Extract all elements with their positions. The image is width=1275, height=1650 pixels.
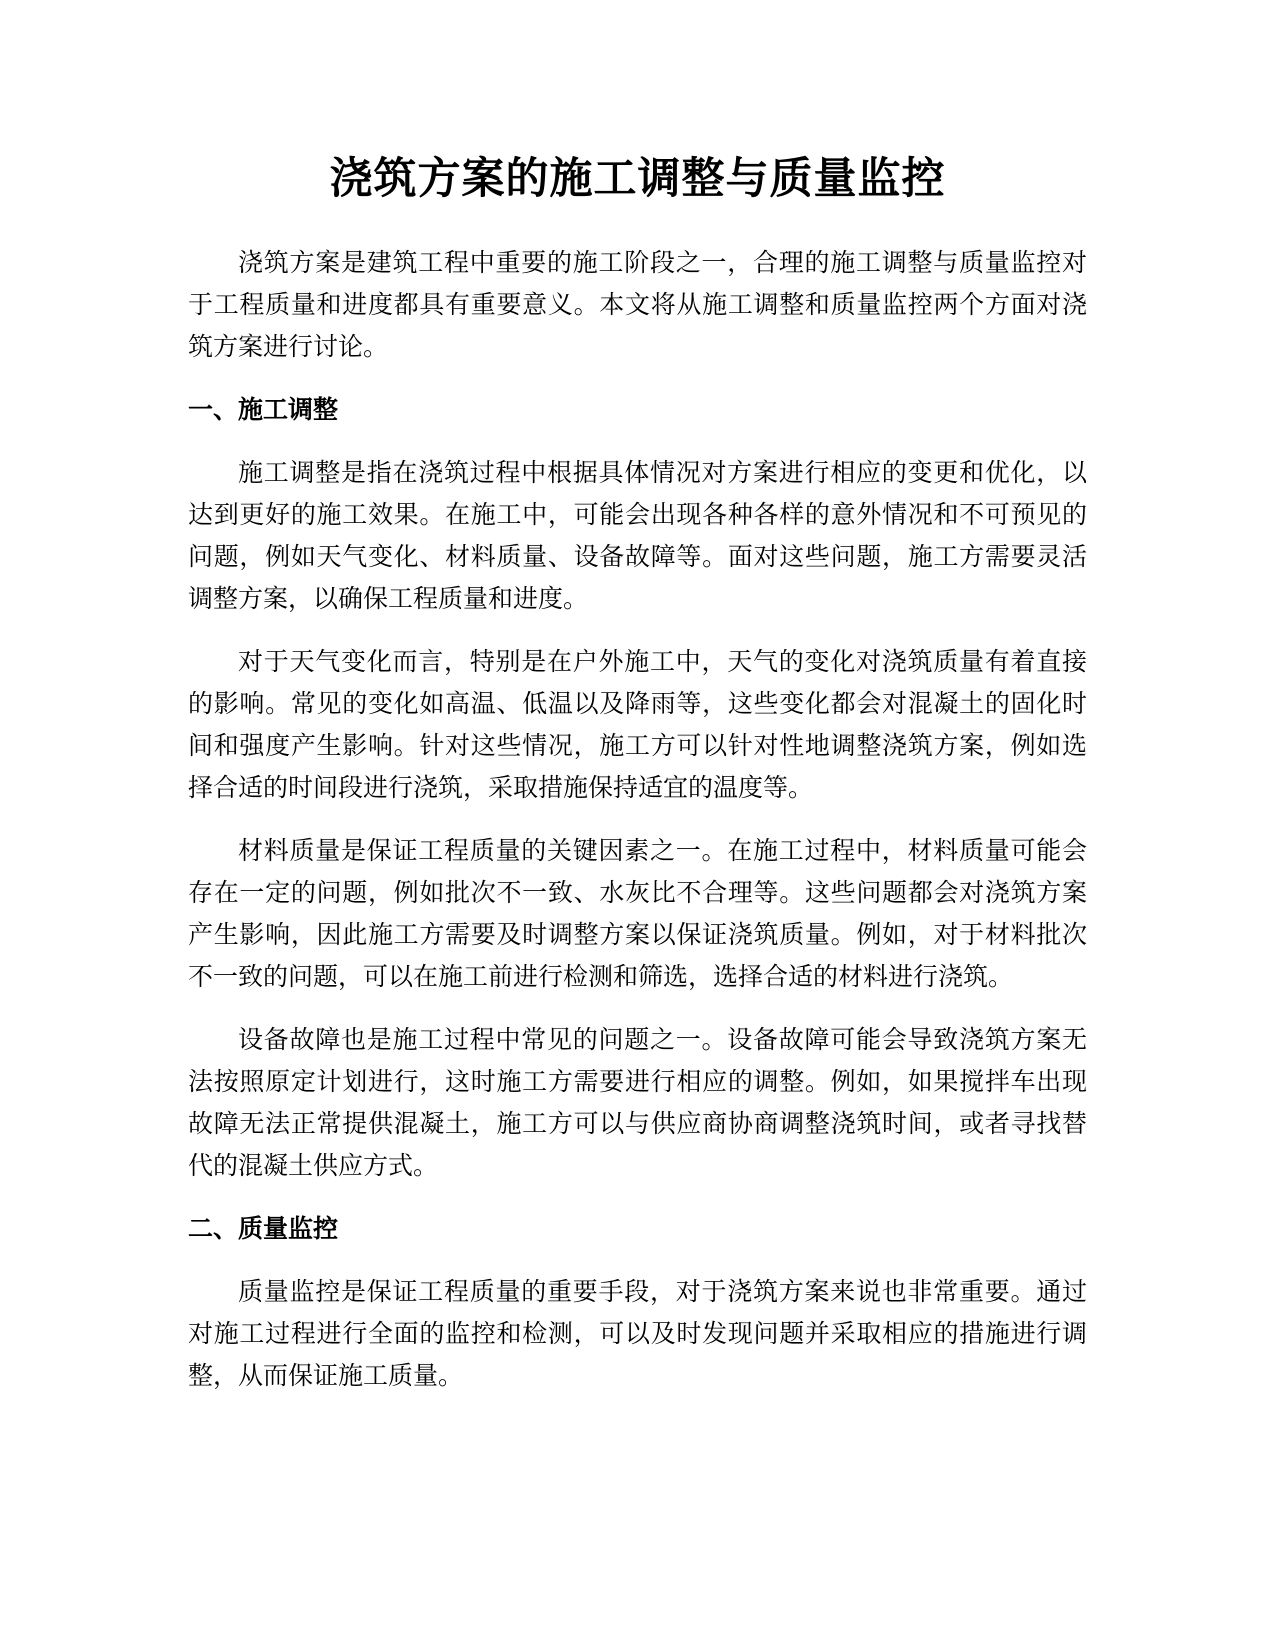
paragraph: 对于天气变化而言，特别是在户外施工中，天气的变化对浇筑质量有着直接的影响。常见的变化如高温、低温以及降雨等，这些变化都会对混凝土的固化时间和强度产生影响。针对这些情况，施工方可以针对性地调整浇筑方案，例如选择合适的时间段进行浇筑，采取措施保持适宜的温度等。 <box>188 647 1087 802</box>
section-heading-construction-adjustment: 一、施工调整 <box>188 395 339 424</box>
paragraph: 材料质量是保证工程质量的关键因素之一。在施工过程中，材料质量可能会存在一定的问题，例如批次不一致、水灰比不合理等。这些问题都会对浇筑方案产生影响，因此施工方需要及时调整方案以保证浇筑质量。例如，对于材料批次不一致的问题，可以在施工前进行检测和筛选，选择合适的材料进行浇筑。 <box>188 836 1087 991</box>
paragraph: 施工调整是指在浇筑过程中根据具体情况对方案进行相应的变更和优化，以达到更好的施工效果。在施工中，可能会出现各种各样的意外情况和不可预见的问题，例如天气变化、材料质量、设备故障等。面对这些问题，施工方需要灵活调整方案，以确保工程质量和进度。 <box>188 458 1087 613</box>
document-title: 浇筑方案的施工调整与质量监控 <box>329 154 946 204</box>
intro-paragraph: 浇筑方案是建筑工程中重要的施工阶段之一，合理的施工调整与质量监控对于工程质量和进度都具有重要意义。本文将从施工调整和质量监控两个方面对浇筑方案进行讨论。 <box>188 248 1087 361</box>
paragraph: 质量监控是保证工程质量的重要手段，对于浇筑方案来说也非常重要。通过对施工过程进行全面的监控和检测，可以及时发现问题并采取相应的措施进行调整，从而保证施工质量。 <box>188 1277 1087 1390</box>
paragraph: 设备故障也是施工过程中常见的问题之一。设备故障可能会导致浇筑方案无法按照原定计划进行，这时施工方需要进行相应的调整。例如，如果搅拌车出现故障无法正常提供混凝土，施工方可以与供应商协商调整浇筑时间，或者寻找替代的混凝土供应方式。 <box>188 1025 1087 1180</box>
section-heading-quality-monitoring: 二、质量监控 <box>188 1214 339 1243</box>
